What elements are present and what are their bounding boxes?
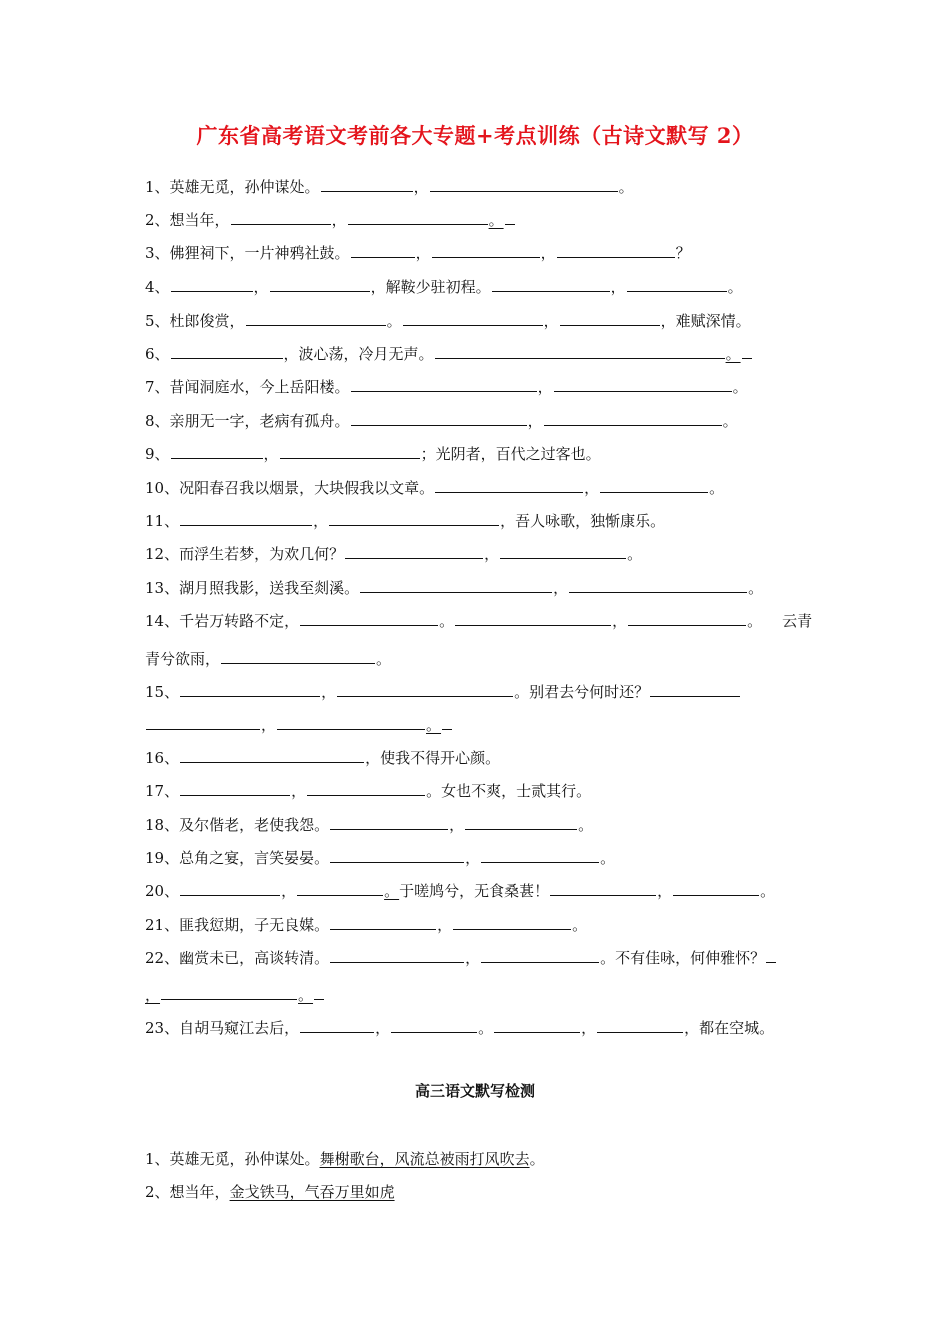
answer-blank[interactable] (280, 441, 420, 459)
answer-blank[interactable] (628, 608, 746, 626)
answer-blank[interactable] (146, 712, 260, 730)
q-text: ，波心荡，冷月无声。 (283, 345, 434, 363)
q-number: 1、 (145, 178, 170, 196)
q-number: 15、 (145, 683, 180, 701)
answer-blank[interactable] (766, 945, 776, 963)
q-number: 4、 (145, 278, 170, 296)
punct: ， (253, 278, 269, 296)
punct: ？ (675, 244, 691, 262)
punct: 。 (439, 612, 455, 630)
question-13 (145, 575, 825, 599)
answer-blank[interactable] (330, 812, 448, 830)
q-text: 况阳春召我以烟景，大块假我以文章。 (179, 479, 435, 497)
question-5 (145, 308, 825, 332)
q-number: 21、 (145, 916, 180, 934)
q-number: 19、 (145, 849, 180, 867)
answer-blank[interactable] (673, 878, 759, 896)
question-21 (145, 912, 825, 936)
answer-blank[interactable] (277, 712, 425, 730)
q-text: ，难赋深情。 (660, 312, 751, 330)
punct: 。 (709, 479, 725, 497)
punct: 。 (572, 916, 588, 934)
question-9 (145, 441, 825, 465)
answer-blank[interactable] (180, 878, 280, 896)
punct: ， (484, 545, 500, 563)
punct: ， (281, 882, 297, 900)
q-text: 佛狸祠下，一片神鸦社鼓。 (169, 244, 350, 262)
punct: ， (321, 683, 337, 701)
punct: 。 (478, 1019, 494, 1037)
q-text: 想当年， (169, 1183, 230, 1201)
punct: ， (437, 916, 453, 934)
q-text: 。不有佳咏，何伸雅怀？ (600, 949, 766, 967)
q-text: ；光阴者，百代之过客也。 (420, 445, 601, 463)
q-text: 青兮欲雨， (145, 650, 221, 668)
punct: ， (465, 949, 481, 967)
punct: 。 (747, 612, 763, 630)
punct: ， (313, 512, 329, 530)
answer-blank[interactable] (351, 240, 415, 258)
punct: ， (610, 278, 626, 296)
answer-blank[interactable] (231, 207, 331, 225)
answer-blank[interactable] (180, 679, 320, 697)
punct: ， (543, 312, 559, 330)
answer-blank[interactable] (321, 174, 413, 192)
punct: ， (612, 612, 628, 630)
punct: 。 (426, 716, 442, 734)
answer-blank[interactable] (297, 878, 383, 896)
punct: 。 (529, 1150, 545, 1168)
section-title: 高三语文默写检测 (414, 1082, 535, 1100)
q-number: 2、 (145, 211, 170, 229)
answer-blank[interactable] (307, 778, 425, 796)
answer-blank-tail (505, 207, 515, 225)
q-text: 。别君去兮何时还？ (514, 683, 650, 701)
answer-blank[interactable] (650, 679, 740, 697)
answer-blank[interactable] (391, 1015, 477, 1033)
question-2 (145, 207, 825, 231)
punct: 。 (298, 986, 314, 1004)
answer-blank[interactable] (600, 475, 708, 493)
punct: ， (449, 816, 465, 834)
question-18 (145, 812, 825, 836)
punct: ， (540, 244, 556, 262)
punct: 。 (578, 816, 594, 834)
punct: ， (465, 849, 481, 867)
answer-blank[interactable] (351, 374, 537, 392)
q-number: 16、 (145, 749, 180, 767)
answer-blank[interactable] (330, 845, 464, 863)
q-number: 14、 (145, 612, 180, 630)
question-12 (145, 541, 825, 565)
answer-blank[interactable] (554, 374, 732, 392)
punct: 。 (386, 312, 402, 330)
answer-text: 金戈铁马，气吞万里如虎 (229, 1183, 395, 1201)
punct: ， (291, 782, 307, 800)
q-number: 2、 (145, 1183, 170, 1201)
question-20 (145, 878, 825, 902)
answer-blank[interactable] (453, 912, 571, 930)
question-14-cont (145, 646, 825, 670)
q-number: 5、 (145, 312, 170, 330)
q-text: 英雄无觅，孙仲谋处。 (169, 178, 320, 196)
punct: 。 (384, 882, 400, 900)
q-text: 想当年， (169, 211, 230, 229)
q-number: 10、 (145, 479, 180, 497)
punct: 。 (760, 882, 776, 900)
punct: 。 (488, 211, 504, 229)
q-number: 7、 (145, 378, 170, 396)
question-7 (145, 374, 825, 398)
question-22 (145, 945, 825, 969)
answer-blank[interactable] (300, 608, 438, 626)
q-text: 湖月照我影，送我至剡溪。 (179, 579, 360, 597)
q-text: 英雄无觅，孙仲谋处。 (169, 1150, 320, 1168)
question-19 (145, 845, 825, 869)
q-number: 8、 (145, 412, 170, 430)
q-text: 及尔偕老，老使我怨。 (179, 816, 330, 834)
answer-blank[interactable] (221, 646, 375, 664)
q-number: 20、 (145, 882, 180, 900)
q-text: ，都在空城。 (684, 1019, 775, 1037)
q-text: 自胡马窥江去后， (179, 1019, 300, 1037)
q-text: ，解鞍少驻初程。 (370, 278, 491, 296)
answer-blank[interactable] (270, 274, 370, 292)
punct: 。 (748, 579, 764, 597)
punct: ， (413, 178, 429, 196)
answer-blank[interactable] (171, 341, 283, 359)
answer-blank[interactable] (171, 274, 253, 292)
punct: 。 (618, 178, 634, 196)
question-10 (145, 475, 825, 499)
q-text: 而浮生若梦，为欢几何？ (179, 545, 345, 563)
punct: ， (584, 479, 600, 497)
punct: 。 (725, 345, 741, 363)
q-number: 11、 (145, 512, 180, 530)
answer-blank[interactable] (246, 308, 386, 326)
question-23 (145, 1015, 825, 1039)
q-number: 9、 (145, 445, 170, 463)
answer-blank[interactable] (171, 441, 263, 459)
answer-blank[interactable] (300, 1015, 374, 1033)
page-title: 广东省高考语文考前各大专题+考点训练（古诗文默写 2） (196, 123, 754, 148)
punct: 。 (627, 545, 643, 563)
answer-blank[interactable] (569, 575, 747, 593)
answer-blank[interactable] (557, 240, 675, 258)
answer-blank[interactable] (494, 1015, 580, 1033)
question-15 (145, 679, 825, 703)
punct: 。 (600, 849, 616, 867)
answer-blank[interactable] (455, 608, 611, 626)
answer-blank[interactable] (492, 274, 610, 292)
answer-blank[interactable] (481, 845, 599, 863)
answer-blank[interactable] (550, 878, 656, 896)
answer-blank[interactable] (345, 541, 483, 559)
question-22-cont (145, 982, 825, 1006)
answer-blank[interactable] (435, 475, 583, 493)
punct: ， (415, 244, 431, 262)
answer-blank[interactable] (329, 508, 499, 526)
answer-blank[interactable] (348, 207, 488, 225)
question-17 (145, 778, 825, 802)
answer-blank[interactable] (161, 982, 297, 1000)
q-number: 3、 (145, 244, 170, 262)
question-8 (145, 408, 825, 432)
q-number: 1、 (145, 1150, 170, 1168)
question-6 (145, 341, 825, 365)
answer-1 (145, 1148, 825, 1170)
punct: ， (657, 882, 673, 900)
answer-blank[interactable] (627, 274, 727, 292)
q-text: 昔闻洞庭水，今上岳阳楼。 (169, 378, 350, 396)
answer-blank[interactable] (337, 679, 513, 697)
q-number: 22、 (145, 949, 180, 967)
answer-blank[interactable] (481, 945, 599, 963)
punct: 。 (376, 650, 392, 668)
question-11 (145, 508, 825, 532)
question-14 (145, 608, 825, 632)
q-text: 匪我愆期，子无良媒。 (179, 916, 330, 934)
answer-blank[interactable] (180, 778, 290, 796)
answer-blank[interactable] (180, 508, 312, 526)
answer-blank[interactable] (360, 575, 552, 593)
q-text: 云青 (782, 612, 813, 630)
answer-blank[interactable] (403, 308, 543, 326)
punct: ， (261, 716, 277, 734)
answer-blank[interactable] (180, 745, 364, 763)
punct: ， (145, 986, 161, 1004)
punct: ， (331, 211, 347, 229)
question-16 (145, 745, 825, 769)
punct: ， (537, 378, 553, 396)
q-number: 17、 (145, 782, 180, 800)
q-text: ，吾人咏歌，独惭康乐。 (500, 512, 666, 530)
answer-blank[interactable] (330, 945, 464, 963)
answer-blank[interactable] (560, 308, 660, 326)
q-text: 杜郎俊赏， (169, 312, 245, 330)
q-number: 6、 (145, 345, 170, 363)
punct: 。 (727, 278, 743, 296)
q-text: 于嗟鸠兮，无食桑葚！ (399, 882, 550, 900)
punct: ， (263, 445, 279, 463)
answer-blank-tail (442, 712, 452, 730)
punct: 。 (722, 412, 738, 430)
q-text: 幽赏未已，高谈转清。 (179, 949, 330, 967)
answer-2 (145, 1181, 825, 1203)
answer-blank-tail (314, 982, 324, 1000)
answer-blank[interactable] (435, 341, 725, 359)
question-4 (145, 274, 825, 298)
q-text: ，使我不得开心颜。 (365, 749, 501, 767)
q-text: 亲朋无一字，老病有孤舟。 (169, 412, 350, 430)
q-number: 12、 (145, 545, 180, 563)
punct: ， (375, 1019, 391, 1037)
punct: ， (581, 1019, 597, 1037)
q-text: 总角之宴，言笑晏晏。 (179, 849, 330, 867)
q-text: 千岩万转路不定， (179, 612, 300, 630)
answer-blank[interactable] (500, 541, 626, 559)
answer-blank[interactable] (465, 812, 577, 830)
q-number: 13、 (145, 579, 180, 597)
q-text: 。女也不爽，士贰其行。 (426, 782, 592, 800)
answer-blank[interactable] (330, 912, 436, 930)
q-number: 18、 (145, 816, 180, 834)
answer-blank[interactable] (432, 240, 540, 258)
answer-blank[interactable] (544, 408, 722, 426)
answer-blank[interactable] (351, 408, 527, 426)
answer-text: 舞榭歌台，风流总被雨打风吹去 (319, 1150, 530, 1168)
question-3 (145, 240, 825, 264)
q-number: 23、 (145, 1019, 180, 1037)
punct: ， (527, 412, 543, 430)
answer-blank-tail (742, 341, 752, 359)
question-15-cont (145, 712, 825, 736)
punct: 。 (732, 378, 748, 396)
question-1 (145, 174, 825, 198)
punct: ， (553, 579, 569, 597)
answer-blank[interactable] (597, 1015, 683, 1033)
answer-blank[interactable] (430, 174, 618, 192)
